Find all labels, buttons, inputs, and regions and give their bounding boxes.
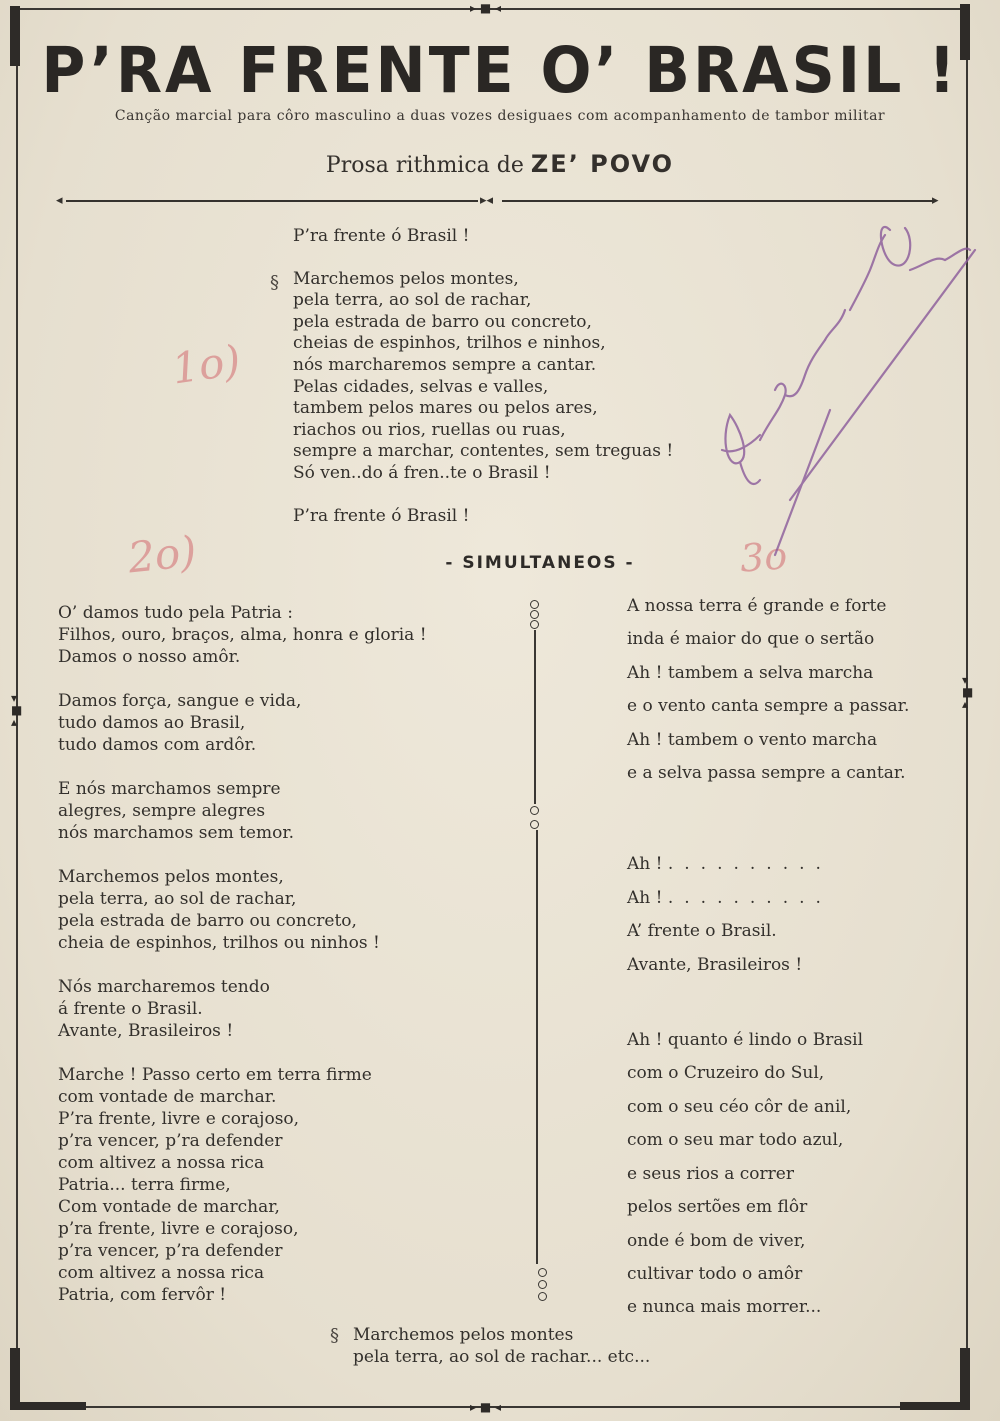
verse-line: e seus rios a correr <box>627 1163 794 1184</box>
right-column <box>627 590 909 1325</box>
divider-center-icon: ▸◂ <box>480 193 494 208</box>
verse-line: tudo damos com ardôr. <box>58 735 257 755</box>
simultaneos-heading: - SIMULTANEOS - <box>445 553 635 573</box>
verse-line: Nós marcharemos tendo <box>58 977 270 997</box>
section-mark: § <box>270 272 279 293</box>
verse-line: cheia de espinhos, trilhos ou ninhos ! <box>58 933 380 953</box>
verse-line: e o vento canta sempre a passar. <box>627 696 910 717</box>
verse-line: tudo damos ao Brasil, <box>58 713 246 733</box>
verse-line: Ah ! tambem a selva marcha <box>627 662 874 683</box>
verse-line: Filhos, ouro, braços, alma, honra e gloria ! <box>58 625 427 645</box>
title-divider-left <box>66 200 478 202</box>
verse-line: pela terra, ao sol de rachar... etc... <box>353 1347 651 1367</box>
pencil-mark-3: 3o <box>738 533 789 581</box>
verse-line: p’ra vencer, p’ra defender <box>58 1241 283 1261</box>
pencil-mark-2: 2o) <box>125 526 199 583</box>
verse-line: nós marchamos sem temor. <box>58 823 294 843</box>
verse-line: Ah ! quanto é lindo o Brasil <box>627 1030 864 1051</box>
verse-line: á frente o Brasil. <box>58 999 203 1019</box>
verse-line: e nunca mais morrer... <box>627 1297 822 1318</box>
subtitle: Canção marcial para côro masculino a duas vozes desiguaes com acompanhamento de tambor militar <box>114 108 886 124</box>
verse-line: riachos ou rios, ruellas ou ruas, <box>293 419 566 440</box>
verse-line: Pelas cidades, selvas e valles, <box>293 376 549 397</box>
verse-line: P’ra frente ó Brasil ! <box>293 226 470 246</box>
verse-line: cheias de espinhos, trilhos e ninhos, <box>293 333 606 354</box>
handwritten-signature <box>700 200 980 560</box>
verse-line: pelos sertões em flôr <box>627 1197 808 1218</box>
verse-line: pela estrada de barro ou concreto, <box>58 911 357 931</box>
verse-line: com o seu céo côr de anil, <box>627 1096 852 1117</box>
verse-line: Ah ! .......... <box>627 887 832 908</box>
verse-line: Patria, com fervôr ! <box>58 1285 227 1305</box>
verse-line: Marchemos pelos montes, <box>293 268 519 289</box>
verse-line: A’ frente o Brasil. <box>627 921 777 942</box>
verse-line: sempre a marchar, contentes, sem treguas ! <box>293 441 674 462</box>
verse-line: e a selva passa sempre a cantar. <box>627 763 906 784</box>
verse-line: com o Cruzeiro do Sul, <box>627 1063 825 1084</box>
verse-line: Ah ! .......... <box>627 854 832 875</box>
verse-line: com altivez a nossa rica <box>58 1153 265 1173</box>
verse-line: cultivar todo o amôr <box>627 1263 803 1284</box>
verse-line: inda é maior do que o sertão <box>627 629 875 650</box>
verse-line: pela estrada de barro ou concreto, <box>293 311 592 332</box>
verse-line: p’ra vencer, p’ra defender <box>58 1131 283 1151</box>
verse-line: pela terra, ao sol de rachar, <box>293 290 532 311</box>
verse-line: Damos o nosso amôr. <box>58 647 241 667</box>
verse-line: P’ra frente, livre e corajoso, <box>58 1109 300 1129</box>
verse-line: com vontade de marchar. <box>58 1087 277 1107</box>
verse-line: Patria... terra firme, <box>58 1175 231 1195</box>
section-mark: § <box>330 1325 339 1346</box>
verse-line: Avante, Brasileiros ! <box>58 1021 234 1041</box>
byline <box>0 150 1000 178</box>
verse-line: alegres, sempre alegres <box>58 801 266 821</box>
verse-line: Marche ! Passo certo em terra firme <box>58 1065 372 1085</box>
verse-line: A nossa terra é grande e forte <box>627 596 887 616</box>
verse-line: com altivez a nossa rica <box>58 1263 265 1283</box>
verse-line: onde é bom de viver, <box>627 1230 806 1251</box>
verse-line: pela terra, ao sol de rachar, <box>58 889 297 909</box>
verse-line: E nós marchamos sempre <box>58 779 281 799</box>
verse-line: Marchemos pelos montes, <box>58 867 284 887</box>
verse-line: Damos força, sangue e vida, <box>58 691 302 711</box>
divider-arrow-left-icon: ◂ <box>56 193 63 208</box>
verse-line: p’ra frente, livre e corajoso, <box>58 1219 299 1239</box>
byline-prefix: Prosa rithmica de <box>325 153 524 178</box>
page-title: P’RA FRENTE O’ BRASIL ! <box>41 34 959 108</box>
page-border: ▸ ■ ◂ ▸ ■ ◂ ▾ ■ ▴ ▾ ■ ▴ <box>11 1 974 1414</box>
verse-line: O’ damos tudo pela Patria : <box>58 603 293 623</box>
verse-line: Com vontade de marchar, <box>58 1197 280 1217</box>
verse-line: nós marcharemos sempre a cantar. <box>293 354 597 375</box>
author-name: ZE’ POVO <box>530 150 675 178</box>
footer-verse <box>353 1324 650 1368</box>
divider-arrow-right-icon: ▸ <box>932 193 939 208</box>
left-column <box>58 602 427 1306</box>
verse-line: Só ven..do á fren..te o Brasil ! <box>293 462 551 483</box>
verse-line: Marchemos pelos montes <box>353 1325 574 1345</box>
verse-line: com o seu mar todo azul, <box>627 1130 844 1151</box>
verse-line: Ah ! tambem o vento marcha <box>627 729 878 750</box>
verse-line: P’ra frente ó Brasil ! <box>293 505 470 526</box>
pencil-mark-1: 1o) <box>168 335 244 394</box>
intro-verse <box>293 226 673 527</box>
verse-line: Avante, Brasileiros ! <box>627 954 803 975</box>
verse-line: tambem pelos mares ou pelos ares, <box>293 398 598 419</box>
